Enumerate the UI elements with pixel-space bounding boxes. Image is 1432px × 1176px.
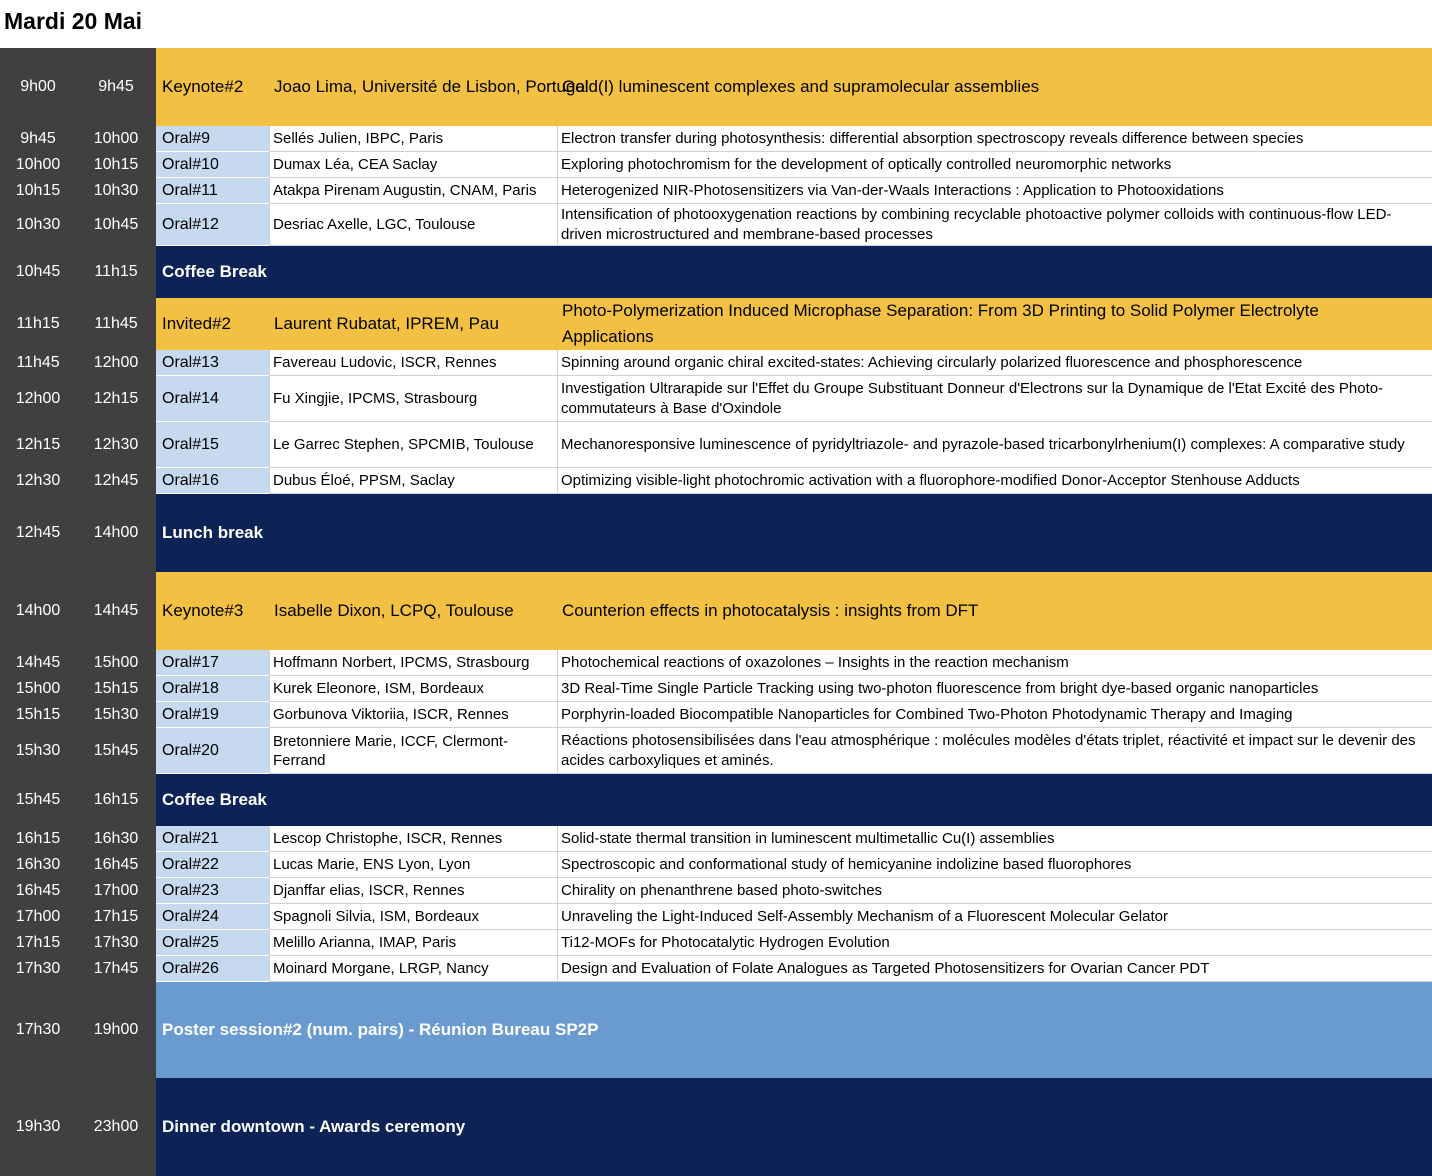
- end-time: 19h00: [76, 982, 156, 1078]
- speaker-name: Atakpa Pirenam Augustin, CNAM, Paris: [269, 178, 557, 204]
- break-row: [0, 1078, 1432, 1176]
- speaker-name: Isabelle Dixon, LCPQ, Toulouse: [274, 601, 514, 620]
- end-time: 15h45: [76, 728, 156, 774]
- speaker-name: Bretonniere Marie, ICCF, Clermont-Ferrand: [269, 728, 557, 774]
- start-time: 12h30: [0, 468, 76, 494]
- session-code: Oral#16: [156, 468, 269, 494]
- talk-row: [0, 204, 1432, 246]
- break-row: [0, 494, 1432, 572]
- start-time: 16h45: [0, 878, 76, 904]
- talk-row: [0, 676, 1432, 702]
- speaker-name: Favereau Ludovic, ISCR, Rennes: [269, 350, 557, 376]
- start-time: 17h30: [0, 982, 76, 1078]
- talk-title: Ti12-MOFs for Photocatalytic Hydrogen Evolution: [557, 930, 1432, 956]
- end-time: 17h15: [76, 904, 156, 930]
- talk-row: [0, 728, 1432, 774]
- talk-title: Design and Evaluation of Folate Analogues as Targeted Photosensitizers for Ovarian Cancer PDT: [557, 956, 1432, 982]
- break-label: Lunch break: [156, 494, 1432, 572]
- start-time: 15h30: [0, 728, 76, 774]
- break-label: Coffee Break: [156, 774, 1432, 826]
- talk-title: Photochemical reactions of oxazolones – Insights in the reaction mechanism: [557, 650, 1432, 676]
- start-time: 16h30: [0, 852, 76, 878]
- start-time: 17h30: [0, 956, 76, 982]
- talk-title: Counterion effects in photocatalysis : insights from DFT: [562, 601, 979, 620]
- break-row: [0, 246, 1432, 298]
- session-code: Keynote#2: [162, 77, 244, 96]
- end-time: 14h45: [76, 572, 156, 650]
- start-time: 10h15: [0, 178, 76, 204]
- start-time: 14h45: [0, 650, 76, 676]
- session-code: Oral#14: [156, 376, 269, 422]
- start-time: 12h45: [0, 494, 76, 572]
- session-code: Invited#2: [162, 314, 231, 333]
- talk-title: Heterogenized NIR-Photosensitizers via Van-der-Waals Interactions : Application to Photooxidations: [557, 178, 1432, 204]
- end-time: 11h15: [76, 246, 156, 298]
- highlight-row: [0, 298, 1432, 350]
- speaker-name: Dubus Éloé, PPSM, Saclay: [269, 468, 557, 494]
- start-time: 15h45: [0, 774, 76, 826]
- session-code: Oral#18: [156, 676, 269, 702]
- session-code: Keynote#3: [162, 601, 244, 620]
- talk-row: [0, 956, 1432, 982]
- speaker-name: Djanffar elias, ISCR, Rennes: [269, 878, 557, 904]
- talk-title: Electron transfer during photosynthesis: differential absorption spectroscopy reveals difference between species: [557, 126, 1432, 152]
- talk-title: Porphyrin-loaded Biocompatible Nanoparticles for Combined Two-Photon Photodynamic Therapy and Imaging: [557, 702, 1432, 728]
- start-time: 19h30: [0, 1078, 76, 1176]
- talk-title: Gold(I) luminescent complexes and supramolecular assemblies: [562, 77, 1040, 96]
- talk-row: [0, 468, 1432, 494]
- end-time: 23h00: [76, 1078, 156, 1176]
- talk-title: Exploring photochromism for the development of optically controlled neuromorphic networks: [557, 152, 1432, 178]
- talk-row: [0, 650, 1432, 676]
- talk-title: Spectroscopic and conformational study of hemicyanine indolizine based fluorophores: [557, 852, 1432, 878]
- break-label: Dinner downtown - Awards ceremony: [156, 1078, 1432, 1176]
- talk-title: Unraveling the Light-Induced Self-Assembly Mechanism of a Fluorescent Molecular Gelator: [557, 904, 1432, 930]
- speaker-name: Lucas Marie, ENS Lyon, Lyon: [269, 852, 557, 878]
- start-time: 9h00: [0, 48, 76, 126]
- speaker-name: Lescop Christophe, ISCR, Rennes: [269, 826, 557, 852]
- talk-row: [0, 376, 1432, 422]
- talk-title: Investigation Ultrarapide sur l'Effet du Groupe Substituant Donneur d'Electrons sur la Dynamique de l'Etat Excité des Photo-commutateurs à Base d'Oxindole: [557, 376, 1432, 422]
- end-time: 15h00: [76, 650, 156, 676]
- speaker-name: Joao Lima, Université de Lisbon, Portugal: [274, 77, 589, 96]
- end-time: 11h45: [76, 298, 156, 350]
- talk-row: [0, 878, 1432, 904]
- talk-row: [0, 826, 1432, 852]
- session-code: Oral#22: [156, 852, 269, 878]
- talk-title: Spinning around organic chiral excited-states: Achieving circularly polarized fluorescence and phosphorescence: [557, 350, 1432, 376]
- speaker-name: Laurent Rubatat, IPREM, Pau: [274, 314, 499, 333]
- page-title: Mardi 20 Mai: [4, 8, 143, 34]
- end-time: 12h45: [76, 468, 156, 494]
- start-time: 16h15: [0, 826, 76, 852]
- start-time: 10h30: [0, 204, 76, 246]
- session-code: Oral#19: [156, 702, 269, 728]
- talk-title: Réactions photosensibilisées dans l'eau atmosphérique : molécules modèles d'états triplet, réactivité et impact sur le devenir des acides carboxyliques et aminés.: [557, 728, 1432, 774]
- session-code: Oral#20: [156, 728, 269, 774]
- end-time: 9h45: [76, 48, 156, 126]
- end-time: 12h30: [76, 422, 156, 468]
- poster-row: [0, 982, 1432, 1078]
- session-code: Oral#13: [156, 350, 269, 376]
- start-time: 17h00: [0, 904, 76, 930]
- talk-row: [0, 852, 1432, 878]
- talk-row: [0, 126, 1432, 152]
- end-time: 16h15: [76, 774, 156, 826]
- talk-title: Solid-state thermal transition in luminescent multimetallic Cu(I) assemblies: [557, 826, 1432, 852]
- end-time: 17h45: [76, 956, 156, 982]
- talk-title: Optimizing visible-light photochromic activation with a fluorophore-modified Donor-Acceptor Stenhouse Adducts: [557, 468, 1432, 494]
- talk-title: Intensification of photooxygenation reactions by combining recyclable photoactive polymer colloids with continuous-flow LED-driven microstructured and membrane-based processes: [557, 204, 1432, 246]
- start-time: 10h45: [0, 246, 76, 298]
- end-time: 14h00: [76, 494, 156, 572]
- start-time: 15h00: [0, 676, 76, 702]
- start-time: 11h15: [0, 298, 76, 350]
- break-row: [0, 774, 1432, 826]
- poster-session-label: Poster session#2 (num. pairs) - Réunion Bureau SP2P: [156, 982, 1432, 1078]
- talk-title: Mechanoresponsive luminescence of pyridyltriazole- and pyrazole-based tricarbonylrhenium(I) complexes: A comparative study: [557, 422, 1432, 468]
- speaker-name: Le Garrec Stephen, SPCMIB, Toulouse: [269, 422, 557, 468]
- talk-row: [0, 930, 1432, 956]
- speaker-name: Moinard Morgane, LRGP, Nancy: [269, 956, 557, 982]
- session-code: Oral#10: [156, 152, 269, 178]
- end-time: 17h00: [76, 878, 156, 904]
- highlight-row: [0, 48, 1432, 126]
- talk-row: [0, 422, 1432, 468]
- start-time: 9h45: [0, 126, 76, 152]
- talk-row: [0, 702, 1432, 728]
- end-time: 10h45: [76, 204, 156, 246]
- speaker-name: Dumax Léa, CEA Saclay: [269, 152, 557, 178]
- end-time: 10h30: [76, 178, 156, 204]
- talk-row: [0, 904, 1432, 930]
- end-time: 12h15: [76, 376, 156, 422]
- speaker-name: Spagnoli Silvia, ISM, Bordeaux: [269, 904, 557, 930]
- speaker-name: Kurek Eleonore, ISM, Bordeaux: [269, 676, 557, 702]
- session-code: Oral#23: [156, 878, 269, 904]
- session-code: Oral#24: [156, 904, 269, 930]
- break-label: Coffee Break: [156, 246, 1432, 298]
- session-code: Oral#26: [156, 956, 269, 982]
- session-code: Oral#21: [156, 826, 269, 852]
- end-time: 12h00: [76, 350, 156, 376]
- talk-row: [0, 350, 1432, 376]
- session-code: Oral#12: [156, 204, 269, 246]
- speaker-name: Sellés Julien, IBPC, Paris: [269, 126, 557, 152]
- highlight-row: [0, 572, 1432, 650]
- talk-row: [0, 178, 1432, 204]
- speaker-name: Melillo Arianna, IMAP, Paris: [269, 930, 557, 956]
- start-time: 10h00: [0, 152, 76, 178]
- speaker-name: Hoffmann Norbert, IPCMS, Strasbourg: [269, 650, 557, 676]
- end-time: 10h15: [76, 152, 156, 178]
- start-time: 11h45: [0, 350, 76, 376]
- speaker-name: Fu Xingjie, IPCMS, Strasbourg: [269, 376, 557, 422]
- start-time: 14h00: [0, 572, 76, 650]
- start-time: 15h15: [0, 702, 76, 728]
- talk-title: Photo-Polymerization Induced Microphase Separation: From 3D Printing to Solid Polymer Electrolyte Applications: [562, 301, 1319, 346]
- start-time: 17h15: [0, 930, 76, 956]
- end-time: 15h30: [76, 702, 156, 728]
- end-time: 15h15: [76, 676, 156, 702]
- talk-title: Chirality on phenanthrene based photo-switches: [557, 878, 1432, 904]
- session-code: Oral#9: [156, 126, 269, 152]
- talk-title: 3D Real-Time Single Particle Tracking using two-photon fluorescence from bright dye-based organic nanoparticles: [557, 676, 1432, 702]
- talk-row: [0, 152, 1432, 178]
- end-time: 10h00: [76, 126, 156, 152]
- session-code: Oral#25: [156, 930, 269, 956]
- end-time: 16h30: [76, 826, 156, 852]
- session-code: Oral#15: [156, 422, 269, 468]
- speaker-name: Gorbunova Viktoriia, ISCR, Rennes: [269, 702, 557, 728]
- session-code: Oral#11: [156, 178, 269, 204]
- session-code: Oral#17: [156, 650, 269, 676]
- speaker-name: Desriac Axelle, LGC, Toulouse: [269, 204, 557, 246]
- end-time: 17h30: [76, 930, 156, 956]
- end-time: 16h45: [76, 852, 156, 878]
- start-time: 12h15: [0, 422, 76, 468]
- start-time: 12h00: [0, 376, 76, 422]
